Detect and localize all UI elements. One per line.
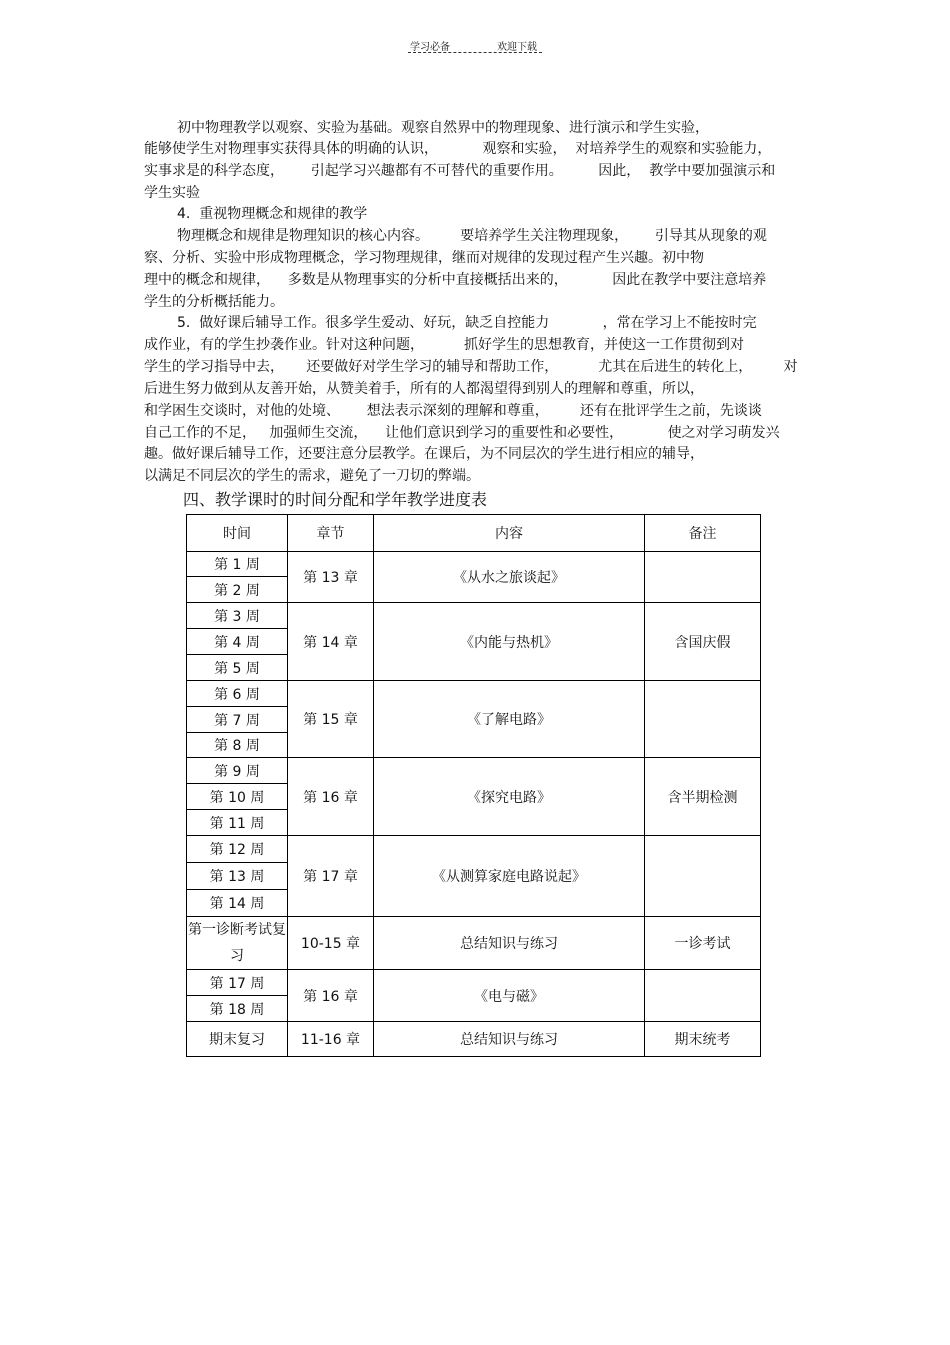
chapter-cell: 第 16 章 xyxy=(288,970,374,1022)
note-cell xyxy=(645,681,761,758)
header-cell-note: 备注 xyxy=(645,515,761,552)
week-cell: 第 9 周 xyxy=(187,758,288,784)
week-cell: 第 3 周 xyxy=(187,603,288,629)
week-cell: 第 14 周 xyxy=(187,890,288,917)
week-cell: 第 11 周 xyxy=(187,810,288,836)
text-line: 能够使学生对物理事实获得具体的明确的认识， 观察和实验， 对培养学生的观察和实验能力， xyxy=(144,141,772,157)
content-cell: 总结知识与练习 xyxy=(374,1022,645,1057)
note-cell xyxy=(645,836,761,917)
header-cell-time: 时间 xyxy=(187,515,288,552)
week-cell: 第 10 周 xyxy=(187,784,288,810)
week-cell: 第 18 周 xyxy=(187,996,288,1022)
week-cell: 第 7 周 xyxy=(187,707,288,733)
week-cell: 第 13 周 xyxy=(187,863,288,890)
content-cell: 《从测算家庭电路说起》 xyxy=(374,836,645,917)
table-row xyxy=(187,917,761,970)
chapter-cell: 第 13 章 xyxy=(288,552,374,603)
text-line: 察、分析、实验中形成物理概念，学习物理规律，继而对规律的发现过程产生兴趣。初中物 xyxy=(144,250,704,266)
content-cell: 《电与磁》 xyxy=(374,970,645,1022)
week-cell: 第 5 周 xyxy=(187,655,288,681)
week-cell: 第 2 周 xyxy=(187,577,288,603)
chapter-cell: 第 16 章 xyxy=(288,758,374,836)
table-row xyxy=(187,681,761,707)
chapter-cell: 第 15 章 xyxy=(288,681,374,758)
chapter-cell: 第 14 章 xyxy=(288,603,374,681)
chapter-cell: 10-15 章 xyxy=(288,917,374,970)
section-title: 四、教学课时的时间分配和学年教学进度表 xyxy=(183,490,488,509)
note-cell: 期末统考 xyxy=(645,1022,761,1057)
text-line: 4. 重视物理概念和规律的教学 xyxy=(177,206,368,222)
table-row xyxy=(187,1022,761,1057)
schedule-table xyxy=(186,514,761,1057)
text-line: 5. 做好课后辅导工作。很多学生爱动、好玩，缺乏自控能力 ，常在学习上不能按时完 xyxy=(177,315,757,331)
week-cell: 期末复习 xyxy=(187,1022,288,1057)
week-cell: 第 12 周 xyxy=(187,836,288,863)
chapter-cell: 11-16 章 xyxy=(288,1022,374,1057)
text-line: 初中物理教学以观察、实验为基础。观察自然界中的物理现象、进行演示和学生实验， xyxy=(177,120,709,136)
content-cell: 总结知识与练习 xyxy=(374,917,645,970)
header-cell-content: 内容 xyxy=(374,515,645,552)
week-cell: 第 4 周 xyxy=(187,629,288,655)
week-cell: 第 8 周 xyxy=(187,733,288,758)
text-line: 物理概念和规律是物理知识的核心内容。 要培养学生关注物理现象， 引导其从现象的观 xyxy=(177,228,767,244)
content-cell: 《探究电路》 xyxy=(374,758,645,836)
table-row xyxy=(187,603,761,629)
chapter-cell: 第 17 章 xyxy=(288,836,374,917)
header-left-text: 学习必备 xyxy=(410,42,450,53)
content-cell: 《了解电路》 xyxy=(374,681,645,758)
table-row xyxy=(187,970,761,996)
text-line: 趣。做好课后辅导工作，还要注意分层教学。在课后，为不同层次的学生进行相应的辅导， xyxy=(144,446,704,462)
note-cell: 含国庆假 xyxy=(645,603,761,681)
week-cell: 第 6 周 xyxy=(187,681,288,707)
text-line: 成作业，有的学生抄袭作业。针对这种问题， 抓好学生的思想教育，并使这一工作贯彻到对 xyxy=(144,337,745,353)
week-cell: 第 1 周 xyxy=(187,552,288,577)
text-line: 以满足不同层次的学生的需求，避免了一刀切的弊端。 xyxy=(144,468,480,484)
header-right-text: 欢迎下载 xyxy=(497,42,537,53)
table-row xyxy=(187,758,761,784)
table-row xyxy=(187,836,761,863)
text-line: 和学困生交谈时，对他的处境、 想法表示深刻的理解和尊重， 还有在批评学生之前，先谈谈 xyxy=(144,403,762,419)
text-line: 理中的概念和规律， 多数是从物理事实的分析中直接概括出来的， 因此在教学中要注意培养 xyxy=(144,272,767,288)
note-cell xyxy=(645,552,761,603)
table-row xyxy=(187,552,761,577)
text-line: 学生实验 xyxy=(144,185,200,201)
week-cell: 第一诊断考试复习 xyxy=(187,917,288,970)
note-cell xyxy=(645,970,761,1022)
text-line: 后进生努力做到从友善开始，从赞美着手，所有的人都渴望得到别人的理解和尊重，所以， xyxy=(144,381,704,397)
note-cell: 一诊考试 xyxy=(645,917,761,970)
text-line: 自己工作的不足， 加强师生交流， 让他们意识到学习的重要性和必要性， 使之对学习萌发兴 xyxy=(144,425,780,441)
text-line: 学生的分析概括能力。 xyxy=(144,294,284,310)
header-divider xyxy=(408,52,542,53)
table-header-row xyxy=(187,515,761,552)
week-cell: 第 17 周 xyxy=(187,970,288,996)
page-header xyxy=(0,38,950,58)
note-cell: 含半期检测 xyxy=(645,758,761,836)
header-cell-chapter: 章节 xyxy=(288,515,374,552)
text-line: 学生的学习指导中去， 还要做好对学生学习的辅导和帮助工作， 尤其在后进生的转化上， 对 xyxy=(144,359,798,375)
content-cell: 《内能与热机》 xyxy=(374,603,645,681)
text-line: 实事求是的科学态度， 引起学习兴趣都有不可替代的重要作用。 因此， 教学中要加强演示和 xyxy=(144,163,776,179)
content-cell: 《从水之旅谈起》 xyxy=(374,552,645,603)
